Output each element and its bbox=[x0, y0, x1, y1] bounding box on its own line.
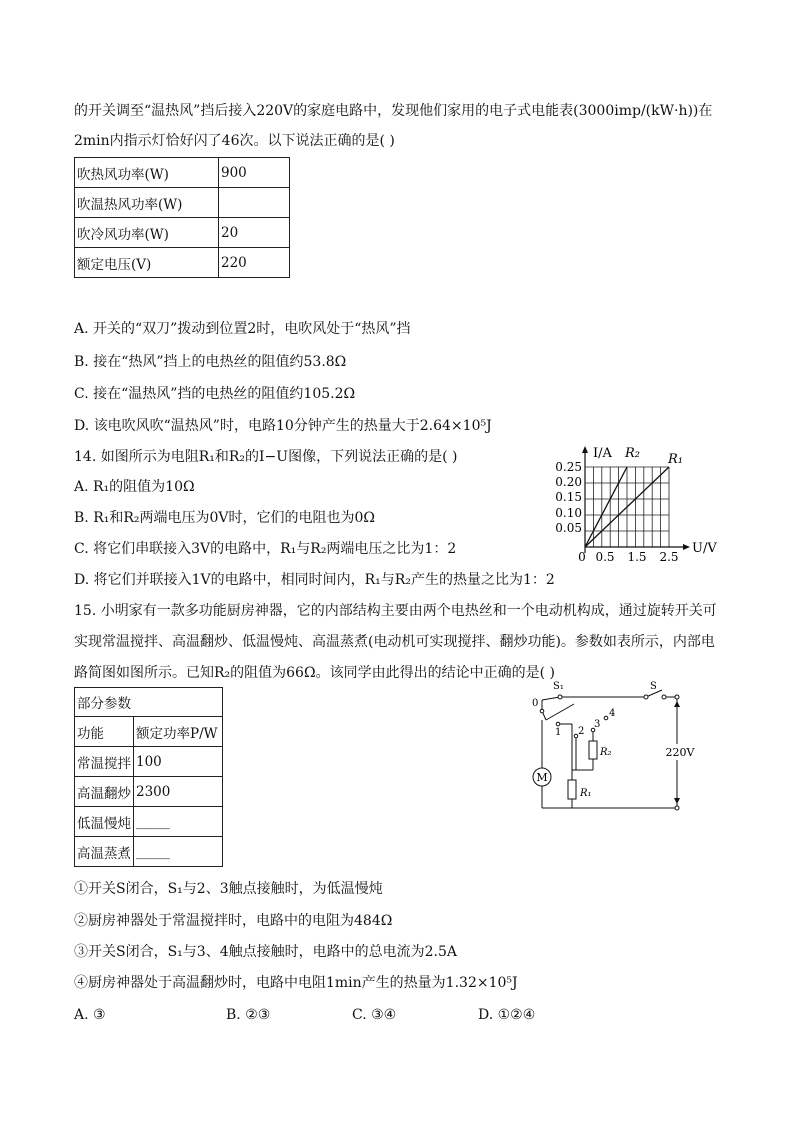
y-tick-label: 0.25 bbox=[555, 460, 582, 474]
x-axis-label: U/V bbox=[692, 541, 717, 556]
contact-label: 3 bbox=[594, 719, 601, 730]
contact-1 bbox=[556, 722, 560, 726]
q15-statement-2: ②厨房神器处于常温搅拌时，电路中的电阻为484Ω bbox=[74, 913, 393, 929]
q13-option-b: B. 接在“热风”挡上的电热丝的阻值约53.8Ω bbox=[74, 354, 347, 370]
q14-option-d: D. 将它们并联接入1V的电路中，相同时间内，R₁与R₂产生的热量之比为1：2 bbox=[74, 572, 555, 588]
q15-stem-line1: 15. 小明家有一款多功能厨房神器，它的内部结构主要由两个电热丝和一个电动机构成，通过旋转开关可 bbox=[74, 603, 717, 619]
r1-label: R₁ bbox=[668, 452, 683, 467]
r2-label: R₂ bbox=[600, 747, 612, 758]
table-cell: 100 bbox=[134, 747, 223, 777]
q14-option-a: A. R₁的阻值为10Ω bbox=[74, 479, 195, 495]
y-axis-label: I/A bbox=[593, 446, 612, 461]
switch-s1-link bbox=[542, 697, 560, 700]
r1-label: R₁ bbox=[580, 788, 592, 799]
table-row bbox=[75, 188, 290, 218]
table-cell: 220 bbox=[219, 248, 290, 278]
q13-option-d: D. 该电吹风吹“温热风”时，电路10分钟产生的热量大于2.64×10⁵J bbox=[74, 418, 492, 434]
y-tick-label: 0.05 bbox=[555, 521, 582, 535]
x-axis-arrow bbox=[683, 544, 690, 550]
switch-s-terminal bbox=[662, 695, 666, 699]
y-tick-label: 0.10 bbox=[555, 506, 582, 520]
table-row bbox=[75, 218, 290, 248]
q15-choice-d: D. ①②④ bbox=[478, 1007, 536, 1023]
s1-label: S₁ bbox=[553, 681, 564, 692]
contact-label: 0 bbox=[532, 698, 539, 709]
y-axis-arrow bbox=[582, 446, 588, 453]
table-cell: 900 bbox=[219, 158, 290, 188]
table-row bbox=[75, 747, 223, 777]
voltage-arrow-top bbox=[674, 701, 680, 707]
switch-s1-blade bbox=[546, 704, 574, 720]
resistor-r1 bbox=[568, 780, 576, 799]
q13-parameter-table bbox=[74, 157, 290, 278]
table-cell: 低温慢炖 bbox=[75, 807, 134, 837]
table-header: 部分参数 bbox=[75, 688, 223, 717]
y-tick-label: 0.15 bbox=[555, 490, 582, 504]
table-row bbox=[75, 717, 223, 747]
terminal-dot bbox=[558, 695, 562, 699]
q15-stem-line2: 实现常温搅拌、高温翻炒、低温慢炖、高温蒸煮(电动机可实现搅拌、翻炒功能)。参数如表所示，内部电 bbox=[74, 634, 715, 650]
x-tick-label: 1.5 bbox=[627, 550, 647, 564]
origin-label: 0 bbox=[578, 550, 586, 564]
table-row bbox=[75, 807, 223, 837]
table-column-header: 额定功率P/W bbox=[134, 717, 223, 747]
q15-statement-4: ④厨房神器处于高温翻炒时，电路中电阻1min产生的热量为1.32×10⁵J bbox=[74, 975, 518, 991]
y-tick-label: 0.20 bbox=[555, 475, 582, 489]
table-cell: 吹温热风功率(W) bbox=[75, 188, 219, 218]
table-cell: 高温蒸煮 bbox=[75, 837, 134, 867]
resistor-r2 bbox=[589, 741, 597, 759]
table-cell bbox=[219, 188, 290, 218]
table-cell: 20 bbox=[219, 218, 290, 248]
contact-0 bbox=[540, 709, 544, 713]
table-cell: _____ bbox=[134, 807, 223, 837]
table-row bbox=[75, 688, 223, 717]
q15-statement-1: ①开关S闭合，S₁与2、3触点接触时，为低温慢炖 bbox=[74, 881, 383, 897]
table-cell: 吹冷风功率(W) bbox=[75, 218, 219, 248]
terminal-dot bbox=[675, 806, 679, 810]
x-tick-label: 2.5 bbox=[659, 550, 679, 564]
table-cell: 额定电压(V) bbox=[75, 248, 219, 278]
q15-parameter-table bbox=[74, 687, 223, 867]
table-row bbox=[75, 248, 290, 278]
q14-option-b: B. R₁和R₂两端电压为0V时，它们的电阻也为0Ω bbox=[74, 510, 376, 526]
table-cell: _____ bbox=[134, 837, 223, 867]
q13-stem-line2: 2min内指示灯恰好闪了46次。以下说法正确的是( ) bbox=[74, 133, 395, 149]
q15-choice-a: A. ③ bbox=[74, 1007, 106, 1023]
q15-stem-line3: 路简图如图所示。已知R₂的阻值为66Ω。该同学由此得出的结论中正确的是( ) bbox=[74, 665, 555, 681]
q13-option-c: C. 接在“温热风”挡的电热丝的阻值约105.2Ω bbox=[74, 386, 356, 402]
table-cell: 2300 bbox=[134, 777, 223, 807]
q15-choice-b: B. ②③ bbox=[226, 1007, 271, 1023]
table-row bbox=[75, 158, 290, 188]
q13-stem-line1: 的开关调至“温热风”挡后接入220V的家庭电路中，发现他们家用的电子式电能表(3000imp/(kW·h))在 bbox=[74, 103, 713, 119]
iu-graph bbox=[548, 440, 728, 570]
table-cell: 常温搅拌 bbox=[75, 747, 134, 777]
series-line-r2 bbox=[585, 467, 627, 547]
terminal-dot bbox=[675, 695, 679, 699]
voltage-arrow-bottom bbox=[674, 798, 680, 804]
circuit-diagram bbox=[520, 672, 720, 822]
contact-4 bbox=[604, 716, 608, 720]
q13-option-a: A. 开关的“双刀”拨动到位置2时，电吹风处于“热风”挡 bbox=[74, 321, 411, 337]
voltage-label: 220V bbox=[665, 746, 695, 759]
r2-label: R₂ bbox=[625, 446, 640, 461]
q14-option-c: C. 将它们串联接入3V的电路中，R₁与R₂两端电压之比为1：2 bbox=[74, 541, 457, 557]
q14-stem: 14. 如图所示为电阻R₁和R₂的I−U图像，下列说法正确的是( ) bbox=[74, 449, 458, 465]
table-cell: 吹热风功率(W) bbox=[75, 158, 219, 188]
x-tick-label: 0.5 bbox=[595, 550, 615, 564]
table-row bbox=[75, 837, 223, 867]
table-column-header: 功能 bbox=[75, 717, 134, 747]
q15-statement-3: ③开关S闭合，S₁与3、4触点接触时，电路中的总电流为2.5A bbox=[74, 944, 457, 960]
contact-label: 2 bbox=[578, 726, 585, 737]
table-row bbox=[75, 777, 223, 807]
contact-label: 4 bbox=[609, 708, 616, 719]
s-label: S bbox=[650, 681, 657, 692]
switch-s-terminal bbox=[644, 695, 648, 699]
contact-label: 1 bbox=[555, 727, 562, 738]
q15-choice-c: C. ③④ bbox=[352, 1007, 397, 1023]
motor-label: M bbox=[536, 771, 548, 784]
table-cell: 高温翻炒 bbox=[75, 777, 134, 807]
